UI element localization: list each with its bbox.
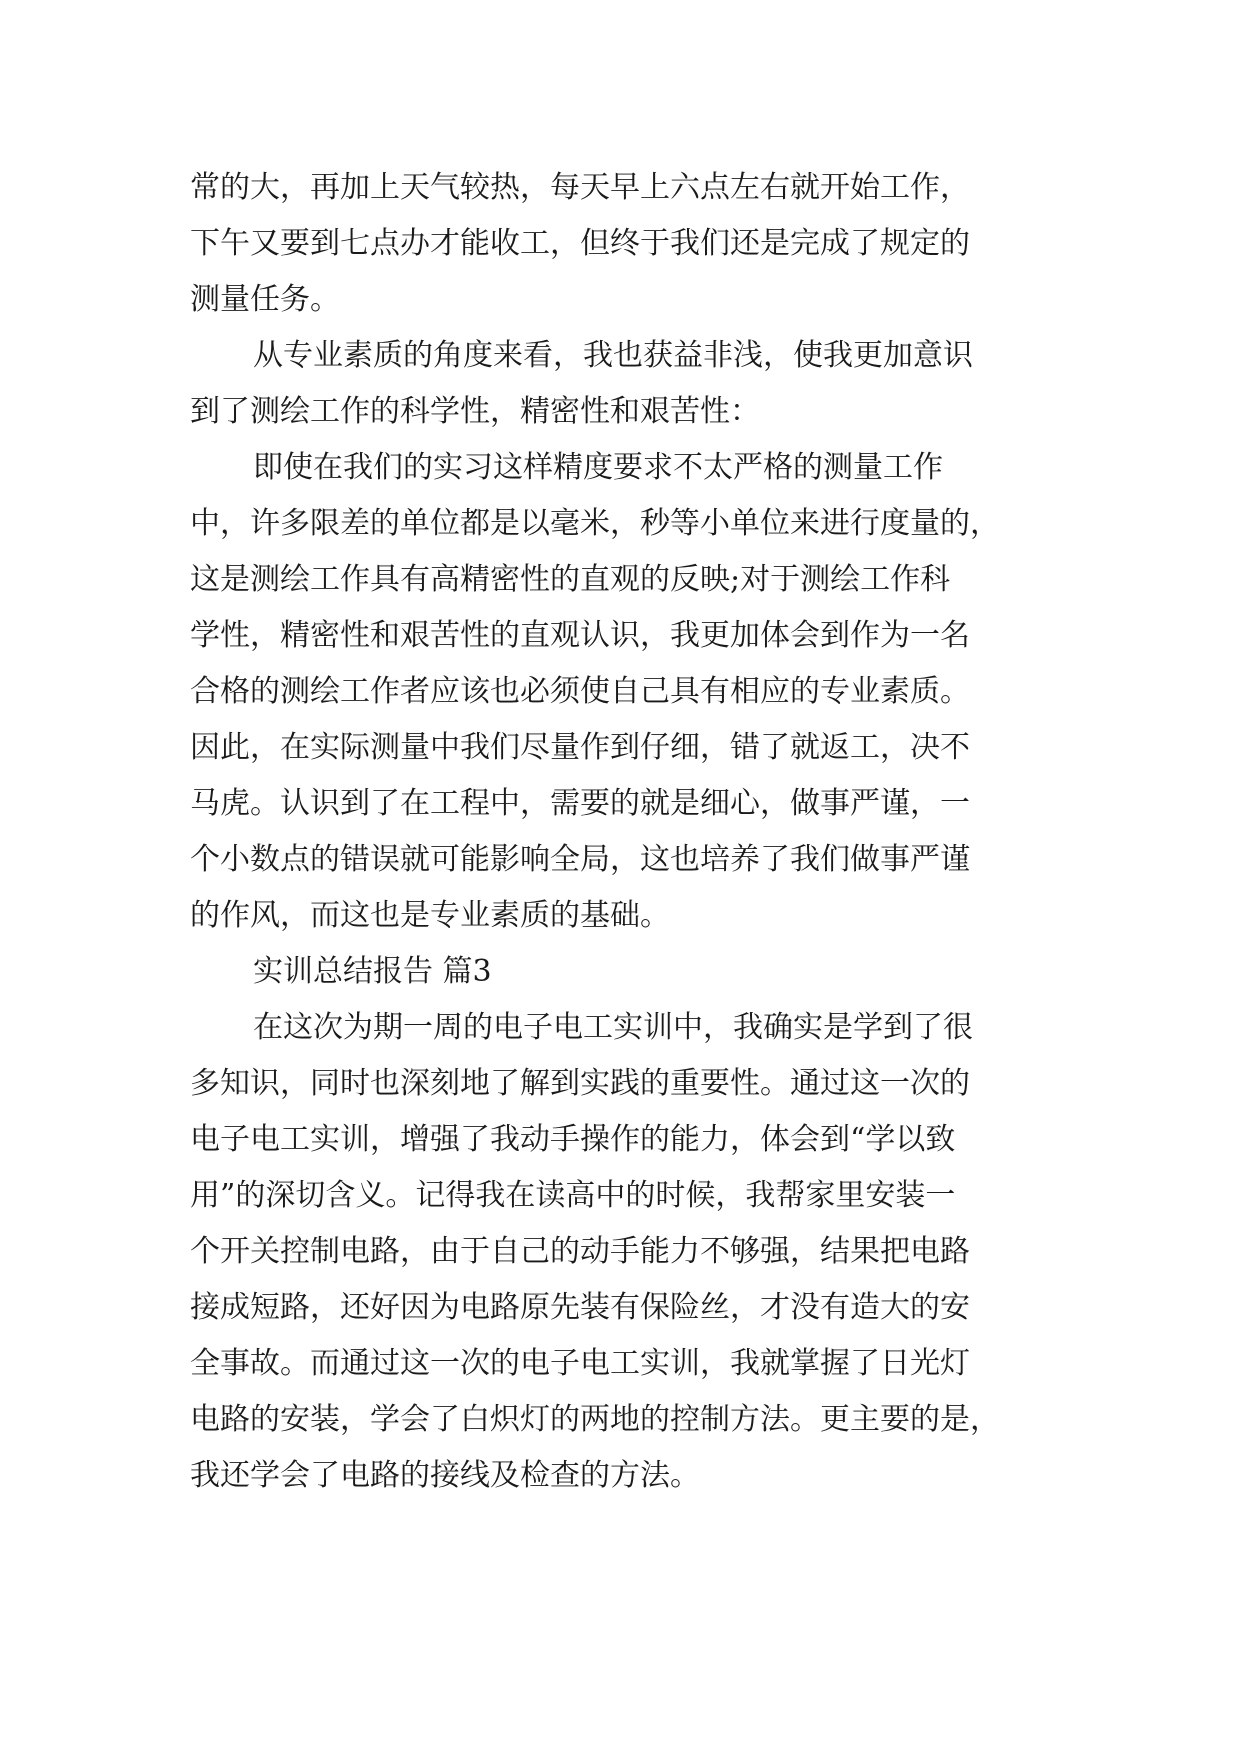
paragraph-first-line: 从专业素质的角度来看，我也获益非浅，使我更加意识 xyxy=(253,338,973,373)
text-line: 接成短路，还好因为电路原先装有保险丝，才没有造大的安 xyxy=(190,1290,970,1325)
text-line: 常的大，再加上天气较热，每天早上六点左右就开始工作， xyxy=(190,170,970,205)
text-line: 下午又要到七点办才能收工，但终于我们还是完成了规定的 xyxy=(190,226,970,261)
text-line: 全事故。而通过这一次的电子电工实训，我就掌握了日光灯 xyxy=(190,1346,970,1381)
text-line: 测量任务。 xyxy=(190,282,340,317)
text-line: 电路的安装，学会了白炽灯的两地的控制方法。更主要的是， xyxy=(190,1402,1000,1437)
text-line: 我还学会了电路的接线及检查的方法。 xyxy=(190,1458,700,1493)
text-line: 到了测绘工作的科学性，精密性和艰苦性： xyxy=(190,394,760,429)
text-line: 因此，在实际测量中我们尽量作到仔细，错了就返工，决不 xyxy=(190,730,970,765)
text-line: 个小数点的错误就可能影响全局，这也培养了我们做事严谨 xyxy=(190,842,970,877)
text-line: 用”的深切含义。记得我在读高中的时候，我帮家里安装一 xyxy=(190,1178,956,1213)
paragraph-first-line: 即使在我们的实习这样精度要求不太严格的测量工作 xyxy=(253,450,943,485)
text-line: 多知识，同时也深刻地了解到实践的重要性。通过这一次的 xyxy=(190,1066,970,1101)
text-line: 电子电工实训，增强了我动手操作的能力，体会到“学以致 xyxy=(190,1122,956,1157)
text-line: 中，许多限差的单位都是以毫米，秒等小单位来进行度量的， xyxy=(190,506,1000,541)
text-line: 这是测绘工作具有高精密性的直观的反映;对于测绘工作科 xyxy=(190,562,951,597)
document-body xyxy=(190,160,1050,1504)
paragraph-first-line: 在这次为期一周的电子电工实训中，我确实是学到了很 xyxy=(253,1010,973,1045)
text-line: 马虎。认识到了在工程中，需要的就是细心，做事严谨，一 xyxy=(190,786,970,821)
section-heading: 实训总结报告 篇3 xyxy=(253,954,492,989)
text-line: 的作风，而这也是专业素质的基础。 xyxy=(190,898,670,933)
text-line: 学性，精密性和艰苦性的直观认识，我更加体会到作为一名 xyxy=(190,618,970,653)
text-line: 合格的测绘工作者应该也必须使自己具有相应的专业素质。 xyxy=(190,674,970,709)
text-line: 个开关控制电路，由于自己的动手能力不够强，结果把电路 xyxy=(190,1234,970,1269)
